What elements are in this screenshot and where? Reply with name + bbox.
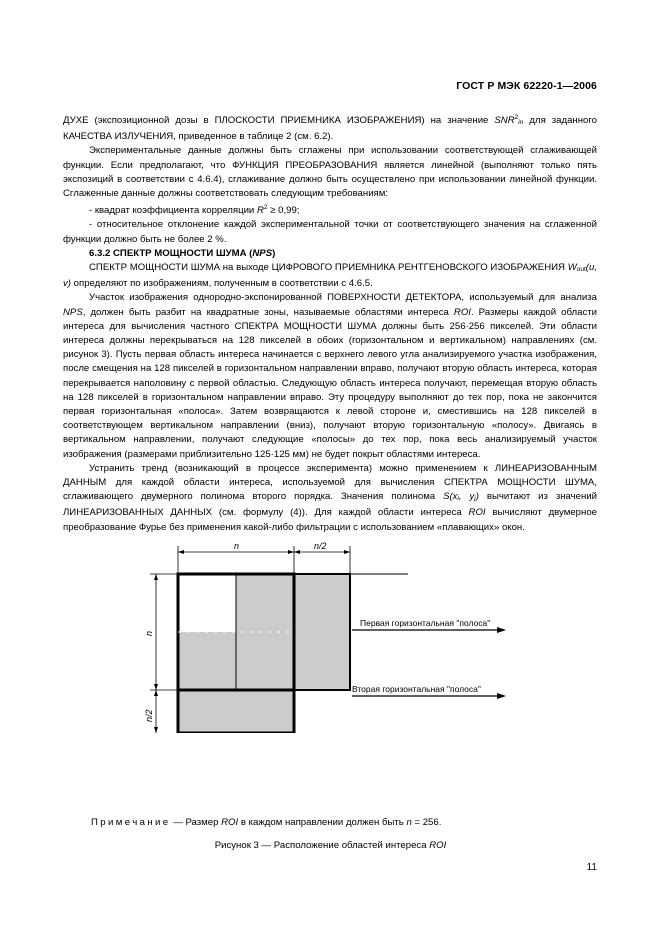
second-strip-label: Вторая горизонтальная "полоса": [352, 684, 481, 694]
paragraph: СПЕКТР МОЩНОСТИ ШУМА на выходе ЦИФРОВОГО ПРИЕМНИКА РЕНТГЕНОВСКОГО ИЗОБРАЖЕНИЯ Wout(u, v) определяют по изображениям, полученным в соответствии с 4.6.5.: [63, 262, 597, 290]
standard-header: ГОСТ Р МЭК 62220-1—2006: [456, 80, 597, 92]
roi-squares: [178, 574, 350, 733]
first-strip-label: Первая горизонтальная "полоса": [360, 618, 491, 628]
roi-figure: [140, 538, 560, 733]
roi-fill-top-right: [236, 574, 294, 632]
figure-caption: Рисунок 3 — Расположение областей интереса ROI: [214, 840, 447, 851]
list-item: - относительное отклонение каждой экспериментальной точки от соответствующего значения на сглаженной функции должно быть не более 2 %.: [63, 219, 597, 245]
figure-note: Примечание — Размер ROI в каждом направлении должен быть n = 256.: [91, 817, 442, 828]
paragraph: Устранить тренд (возникающий в процессе эксперимента) можно применением к ЛИНЕАРИЗОВАННЫМ ДАННЫМ для каждой области интереса, используемой для вычисления СПЕКТРА МОЩНОСТИ ШУМА, сглаживающего двумерного полинома второго порядка. Значения полинома S(xi, yj) вычитают из значений ЛИНЕАРИЗОВАННЫХ ДАННЫХ (см. формулу (4)). Для каждой области интереса ROI вычисляют двумерное преобразование Фурье без применения какой-либо фильтрации с использованием «плавающих» окон.: [63, 462, 597, 533]
section-heading: 6.3.2 СПЕКТР МОЩНОСТИ ШУМА (NPS): [89, 247, 276, 259]
paragraph: Участок изображения однородно-экспонированной ПОВЕРХНОСТИ ДЕТЕКТОРА, используемый для анализа NPS, должен быть разбит на квадратные зоны, называемые областями интереса ROI. Размеры каждой области интереса для вычисления частного СПЕКТРА МОЩНОСТИ ШУМА должны быть 256·256 пикселей. Эти области интереса должны перекрываться на 128 пикселей в обоих (горизонтальном и вертикальном) направлениях (см. рисунок 3). Пусть первая область интереса начинается с верхнего левого угла анализируемого участка изображения, после смещения на 128 пикселей в горизонтальном направлении вправо, получают вторую область интереса, которая перекрывается наполовину с первой областью. Следующую область интереса получают, перемещая вторую область на 128 пикселей в горизонтальном направлении вправо. Эту процедуру выполняют до тех пор, пока не закончится первая горизонтальная «полоса». Затем возвращаются к левой стороне и, сместившись на 128 пикселей в соответствующем вертикальном направлении (вниз), получают вторую горизонтальную «полосу». Двигаясь в вертикальном направлении, получают следующие «полосы» до тех пор, пока весь анализируемый участок изображения (размерами приблизительно 125·125 мм) не будет покрыт областями интереса.: [63, 292, 597, 460]
list-item: - квадрат коэффициента корреляции $R^2 \ge 0,99$;: [89, 204, 300, 217]
paragraph: Экспериментальные данные должны быть сглажены при использовании соответствующей сглаживающей функции. Если предполагают, что ФУНКЦИЯ ПРЕОБРАЗОВАНИЯ является линейной (выполняют только пять экспозиций в соответствии с 4.6.4), сглаживание должно быть осуществлено при использовании линейной функции. Сглаженные данные должны соответствовать следующим требованиям:: [63, 145, 597, 200]
note-prefix: Примечание: [91, 817, 171, 828]
roi-fill-second: [294, 574, 350, 690]
roi-fill-center: [236, 632, 294, 690]
page-number: 11: [586, 862, 597, 873]
main-text: [63, 111, 597, 535]
dim-left-n: n: [144, 630, 154, 636]
dim-top-n: n: [234, 541, 240, 551]
roi-fill-bottom: [178, 690, 294, 733]
paragraph: ДУХЕ (экспозиционной дозы в ПЛОСКОСТИ ПРИЕМНИКА ИЗОБРАЖЕНИЯ) на значение SNR$^2$in для заданного КАЧЕСТВА ИЗЛУЧЕНИЯ, приведенное в таблице 2 (см. 6.2).: [63, 114, 597, 143]
dim-left-half: n/2: [144, 709, 154, 722]
dim-top-half: n/2: [314, 541, 327, 551]
roi-fill-left: [178, 632, 236, 690]
